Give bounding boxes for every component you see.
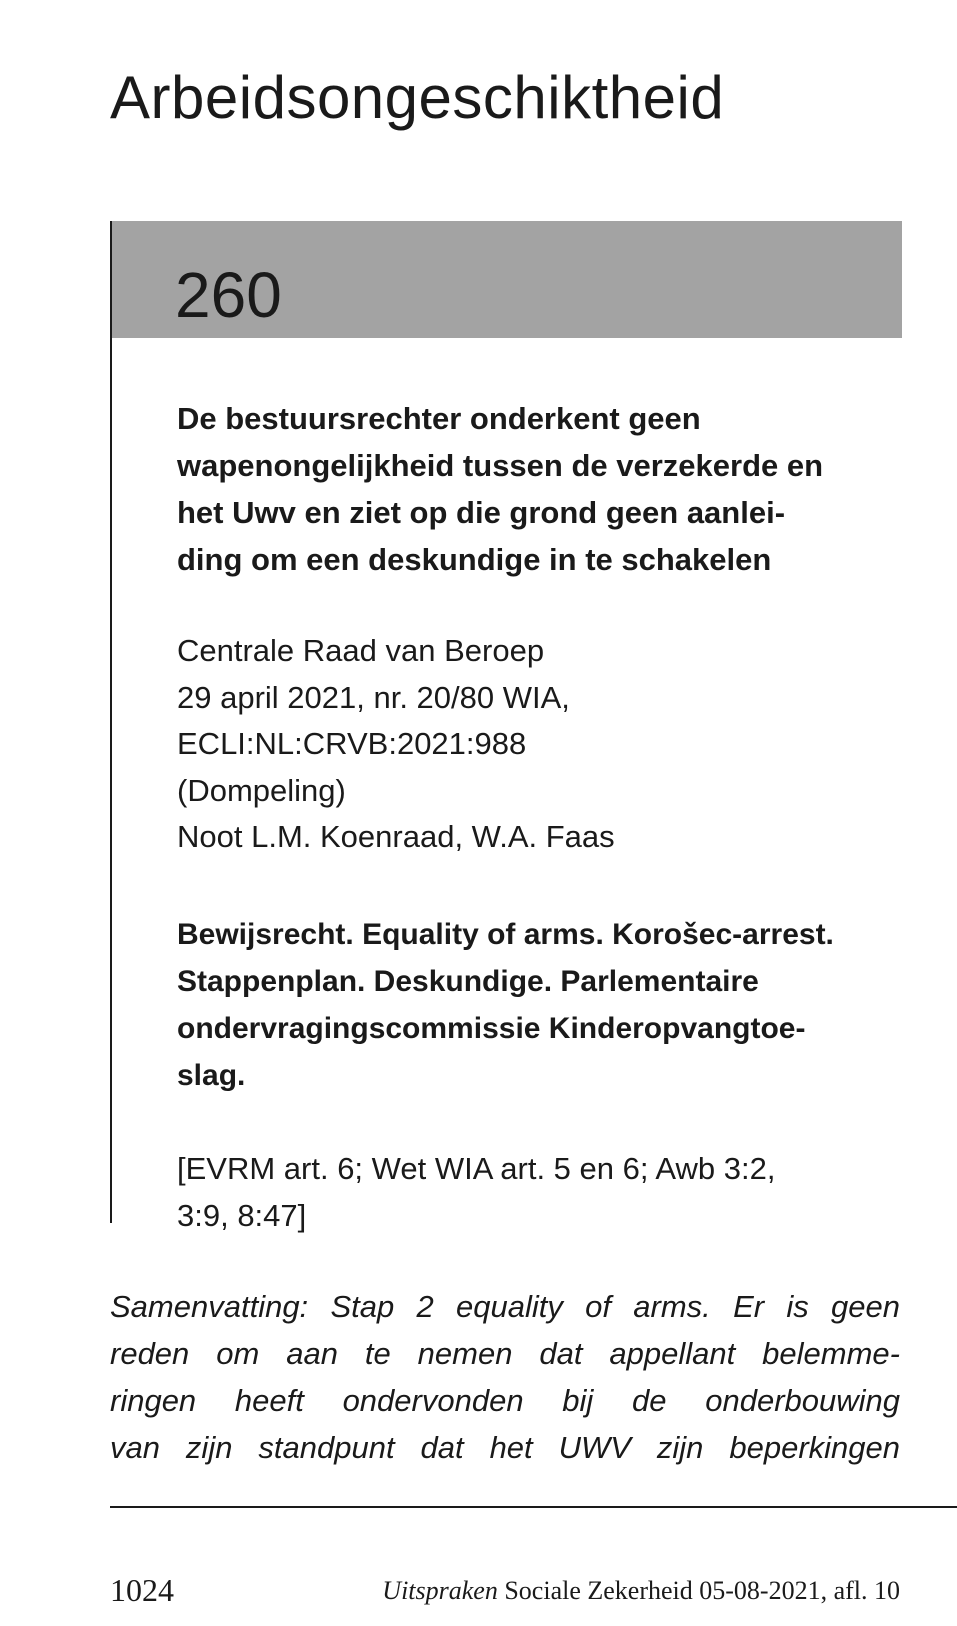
keyword-line: Bewijsrecht. Equality of arms. Korošec-arrest.: [177, 918, 834, 951]
keyword-line: Stappenplan. Deskundige. Parlementaire: [177, 965, 759, 998]
headline-line: het Uwv en ziet op die grond geen aanlei-: [177, 495, 786, 530]
journal-citation: [382, 1574, 900, 1608]
case-number: 260: [175, 259, 282, 331]
ecli-number: ECLI:NL:CRVB:2021:988: [177, 726, 527, 761]
case-metadata: [177, 628, 897, 861]
headline-line: wapenongelijkheid tussen de verzekerde en: [177, 448, 824, 483]
case-summary: [110, 1283, 900, 1471]
case-nickname: (Dompeling): [177, 772, 346, 808]
case-headline: [177, 395, 897, 583]
summary-line: van zijn standpunt dat het UWV zijn beperkingen: [110, 1430, 900, 1465]
annotators: Noot L.M. Koenraad, W.A. Faas: [177, 819, 615, 854]
keyword-line: slag.: [177, 1059, 246, 1092]
reference-line: 3:9, 8:47]: [177, 1198, 307, 1233]
case-number-bar: [112, 221, 902, 338]
case-keywords: [177, 911, 902, 1099]
decision-date: 29 april 2021, nr. 20/80 WIA,: [177, 679, 570, 715]
headline-line: De bestuursrechter onderkent geen: [177, 401, 701, 436]
summary-line: ringen heeft ondervonden bij de onderbouwing: [110, 1383, 900, 1418]
reference-line: [EVRM art. 6; Wet WIA art. 5 en 6; Awb 3:2,: [177, 1151, 776, 1186]
summary-line: reden om aan te nemen dat appellant belemme-: [110, 1336, 900, 1371]
court-name: Centrale Raad van Beroep: [177, 633, 545, 668]
summary-line: Samenvatting: Stap 2 equality of arms. Er is geen: [110, 1289, 900, 1324]
footer-divider: [110, 1506, 957, 1508]
journal-title-italic: Uitspraken: [382, 1576, 498, 1605]
section-title: Arbeidsongeschiktheid: [110, 64, 725, 131]
headline-line: ding om een deskundige in te schakelen: [177, 542, 772, 577]
case-box: [110, 221, 902, 1233]
legal-references: [177, 1145, 897, 1239]
journal-issue: Sociale Zekerheid 05-08-2021, afl. 10: [497, 1576, 900, 1605]
keyword-line: ondervragingscommissie Kinderopvangtoe-: [177, 1012, 806, 1045]
page-number: 1024: [110, 1572, 174, 1608]
